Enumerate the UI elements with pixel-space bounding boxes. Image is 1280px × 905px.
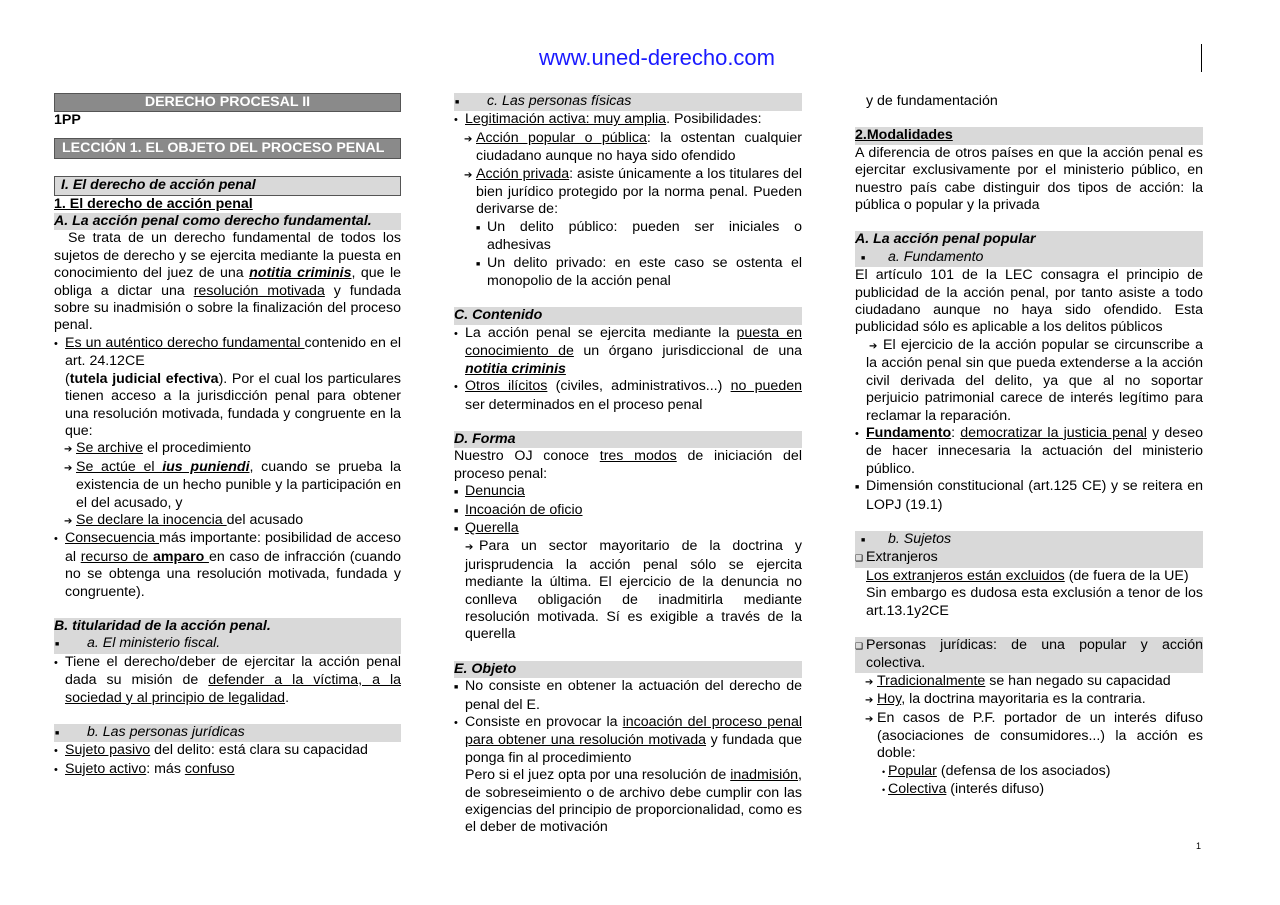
juridicas-heading: ■ b. Las personas jurídicas [54,724,401,742]
objeto-item-1: ■ No consiste en obtener la actuación del derecho de penal del E. [454,678,802,713]
arrow-icon: ➔ [464,133,473,145]
arrow-icon: ➔ [865,695,874,707]
arrow-item-hoy: ➔ Hoy, la doctrina mayoritaria es la contraria. [855,691,1203,709]
objeto-paragraph: Pero si el juez opta por una resolución de inadmisión, de sobreseimiento o de archivo debe cumplir con las exigencias del principio de proporcionalidad, como es el deber de motivación [465,767,802,836]
arrow-icon: ➔ [64,444,73,456]
continuation-text: y de fundamentación [866,93,998,109]
sujetos-heading: ■ b. Sujetos [855,531,1203,549]
accion-popular-heading: A. La acción penal popular [855,231,1203,248]
bullet-consecuencia: • Consecuencia más importante: posibilidad de acceso al recurso de amparo en caso de infracción (cuando no se obtenga una resolución motivada, fundada y congruente). [54,530,402,600]
fundamento-heading: ■ a. Fundamento [855,249,1203,267]
fundamento-arrow-note: ➔ El ejercicio de la acción popular se circunscribe a la acción penal sin que pueda extenderse a la acción civil derivada del delito, ya que al no soportar perjuicio patrimonial carece de interés legítimo para reclamar la reparación. [866,336,1203,424]
square-bullet-icon: ■ [55,730,60,737]
bullet-sujeto-activo: • Sujeto activo: más confuso [54,761,401,779]
checkbox-bullet-icon: ❑ [855,553,864,564]
square-bullet-icon: ■ [454,507,459,515]
bullet-sujeto-pasivo: • Sujeto pasivo del delito: está clara su capacidad [54,742,401,760]
forma-arrow-note: ➔ Para un sector mayoritario de la doctrina y jurisprudencia la acción penal sólo se ejercita mediante la última. El ejercicio de la denuncia no conlleva obligación de inadmitirla mediante resolución motivada. Sí es exigible a través de la querella [465,538,802,643]
forma-heading: D. Forma [454,431,802,448]
square-bullet-icon: ■ [454,684,459,692]
bullet-contenido-1: • La acción penal se ejercita mediante la puesta en conocimiento de un órgano jurisdiccional de una notitia criminis [454,324,802,377]
bullet-dot-icon: • [54,337,58,350]
section-title: I. El derecho de acción penal [54,176,401,195]
arrow-item-inocencia: ➔ Se declare la inocencia del acusado [54,512,401,530]
bullet-legitimacion: • Legitimación activa: muy amplia. Posibilidades: [454,111,802,129]
bullet-dimension: ■ Dimensión constitucional (art.125 CE) y se reitera en LOPJ (19.1) [855,478,1203,513]
column-1 [54,93,401,779]
square-bullet-icon: ■ [855,484,860,492]
contenido-heading: C. Contenido [454,307,802,324]
extranjeros-item: ❑ Extranjeros [855,549,1203,567]
objeto-item-2: • Consiste en provocar la incoación del proceso penal para obtener una resolución motivada y fundada que ponga fin al procedimiento [454,714,802,766]
sub-item-colectiva: • Colectiva (interés difuso) [855,781,1203,799]
modalidades-text: A diferencia de otros países en que la acción penal es ejercitar exclusivamente por el ministerio público, en nuestro país cabe distinguir dos tipos de acción: la pública o popular y la privada [855,144,1203,214]
page-number: 1 [1196,841,1202,851]
arrow-icon: ➔ [865,676,874,688]
bullet-dot-icon: • [54,745,58,758]
bullet-dot-icon: • [855,427,859,440]
bullet-dot-icon: • [454,114,458,127]
personas-juridicas-item: ❑ Personas jurídicas: de una popular y acción colectiva. [855,636,1203,672]
square-bullet-icon: ■ [861,536,866,544]
subtitle-1: 1. El derecho de acción penal [54,195,253,212]
square-bullet-icon: ■ [55,641,60,649]
arrow-icon: ➔ [64,462,73,474]
ministerio-heading: ■ a. El ministerio fiscal. [54,635,401,653]
square-bullet-icon: ■ [454,525,459,533]
bullet-dot-icon: • [54,533,58,546]
arrow-item-archive: ➔ Se archive el procedimiento [54,440,401,458]
column-2 [454,93,802,837]
square-bullet-icon: ■ [476,224,481,232]
fundamento-text: El artículo 101 de la LEC consagra el principio de publicidad de la acción penal, por tanto asiste a todo ciudadano aunque no haya sido ofendido. Esta publicidad sólo es aplicable a los delitos públicos [855,267,1203,336]
sub-item-delito-privado: ■ Un delito privado: en este caso se ostenta el monopolio de la acción penal [476,254,802,290]
arrow-icon: ➔ [464,169,473,181]
sub-item-popular: • Popular (defensa de los asociados) [855,763,1203,781]
square-bullet-icon: ■ [455,99,460,106]
square-bullet-icon: ■ [861,254,866,262]
square-bullet-icon: ■ [454,489,459,497]
intro-paragraph: Se trata de un derecho fundamental de todos los sujetos de derecho y se ejercita mediante la puesta en conocimiento del juez de una notitia criminis, que le obliga a dictar una resolución motivada y fundada sobre su inadmisión o sobre la finalización del proceso penal. [54,230,402,334]
lesson-title: LECCIÓN 1. EL OBJETO DEL PROCESO PENAL [54,138,401,159]
bullet-dot-icon: • [454,717,458,729]
bullet-ministerio: • Tiene el derecho/deber de ejercitar la acción penal dada su misión de defender a la víctima, a la sociedad y al principio de legalidad. [54,653,401,706]
course-code: 1PP [54,112,81,129]
course-title: DERECHO PROCESAL II [54,93,401,112]
sub-item-delito-publico: ■ Un delito público: pueden ser iniciales o adhesivas [476,218,802,254]
bullet-dot-icon: • [54,763,58,776]
modalidades-heading: 2.Modalidades [855,127,1203,144]
bullet-dot-icon: • [54,656,58,669]
forma-intro: Nuestro OJ conoce tres modos de iniciación del proceso penal: [454,448,802,482]
arrow-item-interes-difuso: ➔ En casos de P.F. portador de un interés difuso (asociaciones de consumidores...) la acción es doble: [855,710,1203,763]
bullet-derecho-fundamental: • Es un auténtico derecho fundamental contenido en el art. 24.12CE (tutela judicial efectiva). Por el cual los particulares tienen acceso a la jurisdicción penal para obtener una resolución motivada, fundada y congruente en la que: [54,334,401,439]
bullet-contenido-2: • Otros ilícitos (civiles, administrativos...) no pueden ser determinados en el proceso penal [454,378,802,413]
subtitle-a: A. La acción penal como derecho fundamental. [54,213,401,230]
arrow-icon: ➔ [465,542,474,554]
bullet-dot-icon: • [454,381,458,394]
bullet-fundamento: • Fundamento: democratizar la justicia penal y deseo de hacer innecesaria la actuación del ministerio público. [855,424,1204,477]
fisicas-heading: ■ c. Las personas físicas [454,93,802,111]
checkbox-bullet-icon: ❑ [855,640,864,651]
bullet-dot-icon: • [454,327,458,340]
arrow-item-accion-popular: ➔ Acción popular o pública: la ostentan cualquier ciudadano aunque no haya sido ofendido [454,130,802,166]
extranjeros-text: Los extranjeros están excluidos (de fuera de la UE) [866,567,1189,584]
arrow-icon: ➔ [64,515,73,527]
column-3 [855,93,1203,800]
arrow-item-tradicionalmente: ➔ Tradicionalmente se han negado su capacidad [855,673,1203,691]
square-bullet-icon: ■ [476,260,481,268]
extranjeros-note: Sin embargo es dudosa esta exclusión a tenor de los art.13.1y2CE [866,585,1203,619]
arrow-item-ius-puniendi: ➔ Se actúe el ius puniendi, cuando se prueba la existencia de un hecho punible y la participación en el del acusado, y [54,459,401,512]
bullet-dot-icon: • [882,785,886,796]
arrow-icon: ➔ [869,340,878,352]
forma-item-querella: ■ Querella [454,520,802,538]
forma-item-denuncia: ■ Denuncia [454,483,802,501]
objeto-heading: E. Objeto [454,661,802,678]
forma-item-incoacion: ■ Incoación de oficio [454,502,802,520]
site-link[interactable]: www.uned-derecho.com [538,45,775,70]
arrow-item-accion-privada: ➔ Acción privada: asiste únicamente a los titulares del bien jurídico protegido por la norma penal. Pueden derivarse de: [454,166,802,219]
bullet-dot-icon: • [882,766,886,777]
header-divider [1201,44,1202,72]
arrow-icon: ➔ [865,713,874,725]
titularidad-heading: B. titularidad de la acción penal. [54,618,401,635]
